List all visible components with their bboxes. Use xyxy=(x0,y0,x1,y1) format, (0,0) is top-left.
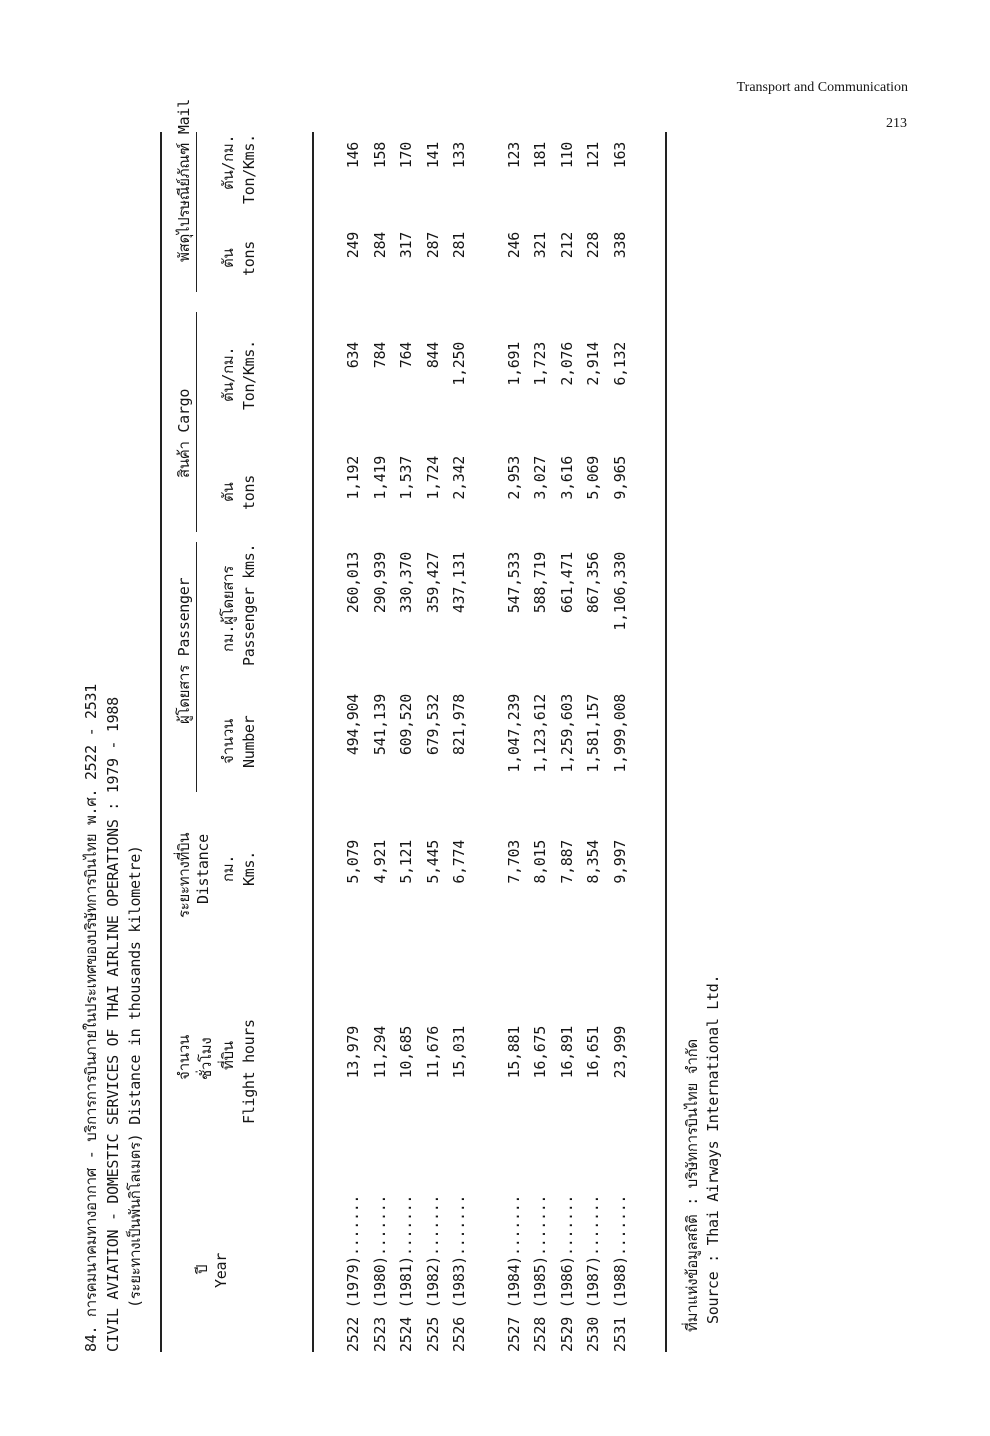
cell-cargo-tkm: 2,914 xyxy=(584,342,602,386)
header-distance-en: Distance xyxy=(194,834,212,904)
cell-pass-num: 609,520 xyxy=(397,694,415,756)
cell-pass-km: 661,471 xyxy=(557,552,576,614)
cell-distance: 5,079 xyxy=(344,840,362,884)
header-year-th: ปี xyxy=(193,1264,211,1274)
cell-hours: 15,031 xyxy=(450,1026,468,1079)
header-year-en: Year xyxy=(212,1253,230,1288)
cell-cargo-tons: 2,342 xyxy=(450,456,468,500)
header-hours-th2: ชั่วโมง xyxy=(197,1037,215,1080)
cell-cargo-tons: 1,537 xyxy=(397,456,415,500)
table-row xyxy=(584,132,608,1352)
header-hours-th3: ที่บิน xyxy=(219,1041,237,1070)
cell-pass-num: 1,259,603 xyxy=(557,694,576,773)
cell-pass-num: 679,532 xyxy=(423,694,442,756)
cell-year: 2530 (1987)....... xyxy=(584,1194,602,1352)
table-row xyxy=(397,132,421,1352)
cell-cargo-tkm: 634 xyxy=(344,342,362,369)
cell-mail-tkm: 141 xyxy=(423,142,442,169)
cell-cargo-tkm: 784 xyxy=(370,342,389,369)
header-distance-th: ระยะทางที่บิน xyxy=(175,832,193,918)
bottom-rule xyxy=(665,132,667,1352)
table-row xyxy=(424,132,448,1352)
table-row xyxy=(450,132,474,1352)
cell-cargo-tkm: 764 xyxy=(397,342,415,369)
cell-pass-km: 867,356 xyxy=(584,552,602,614)
cell-year: 2522 (1979)....... xyxy=(344,1194,362,1352)
header-hours-th1: จำนวน xyxy=(175,1035,193,1080)
cell-year: 2528 (1985)....... xyxy=(531,1194,549,1352)
cell-cargo-tkm: 1,250 xyxy=(450,342,468,386)
cell-hours: 11,676 xyxy=(423,1026,442,1079)
header-mail-tons-en: tons xyxy=(240,241,258,276)
cell-cargo-tons: 1,192 xyxy=(344,456,362,500)
header-cargo-tons-en: tons xyxy=(240,475,258,510)
cell-mail-tkm: 170 xyxy=(397,142,415,169)
header-mail-tons-th: ตัน xyxy=(219,248,237,268)
cell-hours: 23,999 xyxy=(610,1026,629,1079)
cell-distance: 8,015 xyxy=(531,840,549,884)
cell-mail-tkm: 146 xyxy=(344,142,362,169)
header-cargo-tkm-th: ตัน/กม. xyxy=(219,346,237,402)
cell-distance: 4,921 xyxy=(370,840,389,884)
cell-mail-tons: 338 xyxy=(610,232,629,259)
cell-cargo-tons: 3,616 xyxy=(557,456,576,500)
cell-hours: 16,675 xyxy=(531,1026,549,1079)
header-pass-num-en: Number xyxy=(240,715,258,768)
cell-year: 2524 (1981)....... xyxy=(397,1194,415,1352)
cell-mail-tons: 287 xyxy=(423,232,442,259)
cell-hours: 13,979 xyxy=(344,1026,362,1079)
header-mail-tkm-en: Ton/Kms. xyxy=(240,134,258,204)
header-pass-num-th: จำนวน xyxy=(219,719,237,764)
header-mail-tkm-th: ตัน/กม. xyxy=(219,134,237,190)
title-thai: 84. การคมนาคมทางอากาศ - บริการการบินภายในประเทศของบริษัทการบินไทย พ.ศ. 2522 - 2531 xyxy=(82,684,100,1352)
cell-pass-km: 588,719 xyxy=(531,552,549,614)
cell-hours: 16,891 xyxy=(557,1026,576,1079)
header-hours-en: Flight hours xyxy=(240,1019,258,1124)
cell-mail-tons: 317 xyxy=(397,232,415,259)
source-english: Source : Thai Airways International Ltd. xyxy=(704,974,722,1324)
cell-distance: 6,774 xyxy=(450,840,468,884)
cell-mail-tkm: 133 xyxy=(450,142,468,169)
cell-cargo-tons: 3,027 xyxy=(531,456,549,500)
cell-pass-km: 290,939 xyxy=(370,552,389,614)
cell-pass-num: 821,978 xyxy=(450,694,468,756)
header-pass-km-en: Passenger kms. xyxy=(240,543,258,666)
cell-mail-tons: 228 xyxy=(584,232,602,259)
cell-cargo-tons: 2,953 xyxy=(504,456,523,500)
cell-hours: 16,651 xyxy=(584,1026,602,1079)
cell-cargo-tkm: 6,132 xyxy=(610,342,629,386)
cell-mail-tons: 246 xyxy=(504,232,523,259)
table-row xyxy=(505,132,529,1352)
cell-mail-tkm: 181 xyxy=(531,142,549,169)
cell-pass-num: 541,139 xyxy=(370,694,389,756)
header-distance-unit-th: กม. xyxy=(219,854,237,882)
cell-cargo-tkm: 2,076 xyxy=(557,342,576,386)
header-passenger-group: ผู้โดยสาร Passenger xyxy=(175,577,193,724)
table-row xyxy=(344,132,368,1352)
cell-year: 2529 (1986)....... xyxy=(557,1194,576,1352)
header-cargo-group: สินค้า Cargo xyxy=(175,388,193,478)
title-english: CIVIL AVIATION - DOMESTIC SERVICES OF THAI AIRLINE OPERATIONS : 1979 - 1988 xyxy=(104,697,122,1352)
cell-pass-km: 437,131 xyxy=(450,552,468,614)
cell-hours: 11,294 xyxy=(370,1026,389,1079)
cell-mail-tkm: 121 xyxy=(584,142,602,169)
cell-year: 2525 (1982)....... xyxy=(423,1194,442,1352)
cell-mail-tkm: 163 xyxy=(610,142,629,169)
table-row xyxy=(558,132,582,1352)
cell-year: 2531 (1988)....... xyxy=(610,1194,629,1352)
cell-cargo-tons: 9,965 xyxy=(610,456,629,500)
cell-mail-tkm: 158 xyxy=(370,142,389,169)
header-pass-km-th: กม.ผู้โดยสาร xyxy=(219,565,237,652)
header-distance-unit-en: Kms. xyxy=(240,851,258,886)
cell-year: 2523 (1980)....... xyxy=(370,1194,389,1352)
cell-distance: 8,354 xyxy=(584,840,602,884)
cell-cargo-tkm: 1,691 xyxy=(504,342,523,386)
header-mail-group: พัสดุไปรษณีย์ภัณฑ์ Mail xyxy=(175,99,193,262)
cell-year: 2527 (1984)....... xyxy=(504,1194,523,1352)
cell-pass-km: 359,427 xyxy=(423,552,442,614)
table-row xyxy=(611,132,635,1352)
cell-pass-num: 1,047,239 xyxy=(504,694,523,773)
cell-distance: 7,887 xyxy=(557,840,576,884)
cell-mail-tkm: 110 xyxy=(557,142,576,169)
page-number: 213 xyxy=(886,116,907,131)
cell-mail-tons: 284 xyxy=(370,232,389,259)
cell-pass-num: 1,123,612 xyxy=(531,694,549,773)
cell-distance: 5,445 xyxy=(423,840,442,884)
cell-pass-km: 1,106,330 xyxy=(610,552,629,631)
table-body xyxy=(80,132,640,1352)
cell-hours: 15,881 xyxy=(504,1026,523,1079)
table-row xyxy=(531,132,555,1352)
cell-mail-tons: 212 xyxy=(557,232,576,259)
header-cargo-tkm-en: Ton/Kms. xyxy=(240,340,258,410)
title-unit-note: (ระยะทางเป็นพันกิโลเมตร) Distance in thousands kilometre) xyxy=(126,845,144,1308)
cell-distance: 9,997 xyxy=(610,840,629,884)
cell-cargo-tkm: 844 xyxy=(423,342,442,369)
cell-mail-tons: 249 xyxy=(344,232,362,259)
table-row xyxy=(371,132,395,1352)
running-head: Transport and Communication xyxy=(736,80,908,95)
header-cargo-tons-th: ตัน xyxy=(219,482,237,502)
cell-cargo-tons: 5,069 xyxy=(584,456,602,500)
cell-hours: 10,685 xyxy=(397,1026,415,1079)
cell-cargo-tkm: 1,723 xyxy=(531,342,549,386)
cell-pass-num: 1,581,157 xyxy=(584,694,602,773)
cell-year: 2526 (1983)....... xyxy=(450,1194,468,1352)
cell-pass-km: 547,533 xyxy=(504,552,523,614)
cell-pass-num: 1,999,008 xyxy=(610,694,629,773)
cell-cargo-tons: 1,419 xyxy=(370,456,389,500)
cell-cargo-tons: 1,724 xyxy=(423,456,442,500)
cell-distance: 5,121 xyxy=(397,840,415,884)
cell-pass-km: 260,013 xyxy=(344,552,362,614)
cell-pass-num: 494,904 xyxy=(344,694,362,756)
source-thai: ที่มาแห่งข้อมูลสถิติ : บริษัทการบินไทย จำกัด xyxy=(683,1039,701,1332)
cell-pass-km: 330,370 xyxy=(397,552,415,614)
cell-mail-tkm: 123 xyxy=(504,142,523,169)
cell-distance: 7,703 xyxy=(504,840,523,884)
rotated-table xyxy=(80,99,722,1352)
cell-mail-tons: 321 xyxy=(531,232,549,259)
cell-mail-tons: 281 xyxy=(450,232,468,259)
